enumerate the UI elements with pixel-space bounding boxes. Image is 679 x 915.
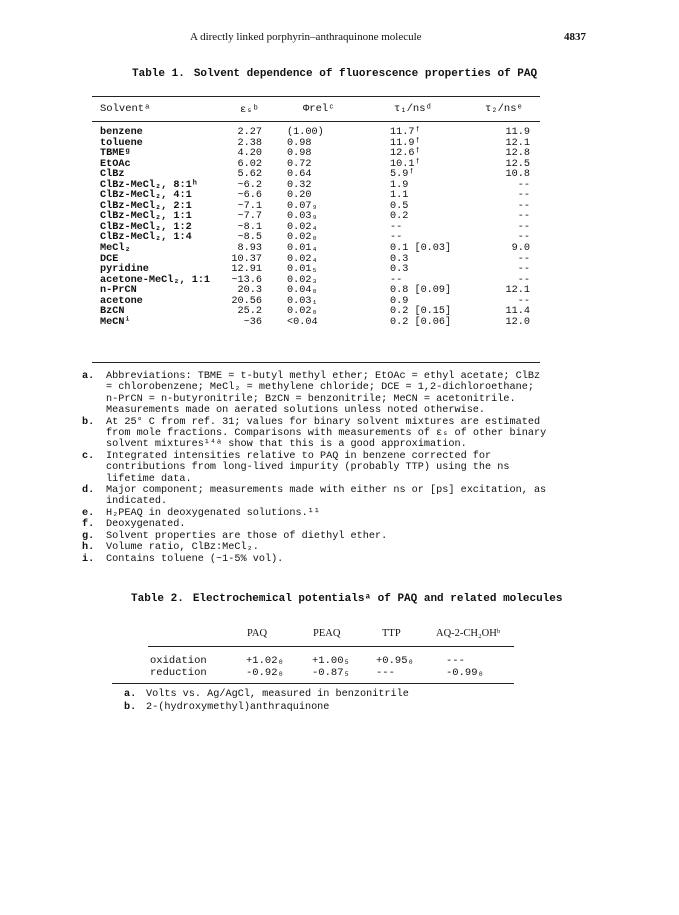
cell-solvent: BzCN [100,306,125,318]
footnote [124,689,524,702]
table2-label: Table 2. [131,593,184,605]
cell-tau2: -- [517,295,530,307]
cell-tau1: -- [390,232,403,244]
cell-solvent: ClBz-MeCl₂, 1:2 [100,221,192,233]
cell-tau2: -- [517,264,530,276]
table2-header-rule [148,646,514,647]
cell-solvent: EtOAc [100,158,131,170]
footnote-key: a. [124,689,137,700]
cell-phi: 0.32 [287,179,312,191]
footnote-key: a. [82,371,95,382]
cell-value: +1.00₅ [312,655,350,667]
cell-eps: 20.3 [237,285,262,297]
cell-eps: 10.37 [231,253,262,265]
table-row [0,244,679,255]
footnote-key: e. [82,507,95,519]
cell-tau2: 12.8 [505,148,530,160]
table1-bottom-rule [92,362,540,363]
footnote-text: Abbreviations: TBME = t-butyl methyl ether; EtOAc = ethyl acetate; ClBz = chlorobenzene; MeCl₂ = methylene chloride; DCE = 1,2-dichloroethane; n-PrCN = n-butyronitrile; BzCN = benzonitrile; MeCN = acetonitrile. Measurements made on aerated solutions unless noted otherwise. [106,371,541,417]
cell-eps: ~6.2 [237,179,262,191]
table2-header-aq: AQ-2-CH₂OHᵇ [436,628,501,639]
table-row [0,128,679,139]
cell-phi: 0.20 [287,190,312,202]
cell-tau2: 10.8 [505,169,530,181]
footnote-text: Solvent properties are those of diethyl ether. [106,530,388,542]
page-number: 4837 [564,31,586,43]
cell-value: -0.92₀ [246,667,284,679]
cell-tau2: 12.5 [505,158,530,170]
footnote-text: Deoxygenated. [106,519,186,531]
cell-tau1: 1.1 [390,190,409,202]
cell-eps: 4.20 [237,148,262,160]
cell-phi: 0.03₉ [287,211,318,223]
footnote [82,519,552,530]
table1-notes [82,371,552,565]
cell-eps: 8.93 [237,243,262,255]
cell-value: -0.87₅ [312,667,350,679]
running-head-title: A directly linked porphyrin–anthraquinone molecule [190,31,422,43]
footnote-text: At 25° C from ref. 31; values for binary solvent mixtures are estimated from mole fractions. Comparisons with measurements of εₛ of other binary solvent mixtures¹⁴ᵃ show that this is a good approximation. [106,416,547,451]
table2-bottom-rule [112,683,514,684]
cell-eps: 2.38 [237,137,262,149]
table1-body [0,128,679,328]
cell-value: +1.02₀ [246,655,284,667]
cell-phi: 0.72 [287,158,312,170]
cell-tau2: -- [517,179,530,191]
table1-label: Table 1. [132,68,185,80]
footnote [82,417,552,451]
cell-tau1: 0.5 [390,200,409,212]
table1-title: Solvent dependence of fluorescence properties of PAQ [193,68,538,80]
cell-solvent: benzene [100,127,143,138]
cell-phi: 0.04₀ [287,285,318,297]
cell-solvent: acetone-MeCl₂, 1:1 [100,274,211,286]
cell-solvent: DCE [100,253,119,265]
cell-tau1: 0.1 [0.03] [390,243,452,255]
cell-eps: ~7.7 [237,211,262,223]
table1-header-rule [92,121,540,122]
cell-solvent: ClBz-MeCl₂, 1:1 [100,211,192,223]
cell-tau2: -- [517,190,530,202]
footnote-key: f. [82,519,95,531]
cell-tau2: 9.0 [511,243,530,255]
table2-header-ttp: TTP [382,628,401,639]
cell-tau2: 11.4 [505,306,530,318]
cell-solvent: MeCl₂ [100,243,131,255]
footnote-text: Volume ratio, ClBz:MeCl₂. [106,542,259,554]
cell-eps: ~13.6 [231,274,262,286]
cell-eps: 2.27 [237,127,262,138]
cell-eps: 5.62 [237,169,262,181]
cell-phi: 0.02₄ [287,221,318,233]
cell-phi: 0.07₉ [287,200,318,212]
cell-phi: 0.03₁ [287,295,318,307]
cell-tau2: 12.0 [505,316,530,328]
cell-tau1: 11.7ᶠ [390,127,421,138]
table1-caption [132,68,537,80]
cell-tau2: -- [517,253,530,265]
cell-solvent: pyridine [100,264,149,276]
cell-phi: 0.98 [287,137,312,149]
cell-tau1: -- [390,221,403,233]
footnote-text: Integrated intensities relative to PAQ in benzene corrected for contributions from long-lived impurity (probably TTP) using the ns lifetime data. [106,450,510,485]
footnote [82,451,552,485]
cell-tau2: 12.1 [505,285,530,297]
cell-phi: 0.98 [287,148,312,160]
cell-phi: 0.02₀ [287,232,318,244]
cell-eps: 6.02 [237,158,262,170]
cell-tau1: 0.2 [0.06] [390,316,452,328]
cell-eps: 25.2 [237,306,262,318]
cell-eps: ~6.6 [237,190,262,202]
cell-tau1: 5.9ᶠ [390,169,415,181]
table1-top-rule [92,96,540,97]
cell-tau1: -- [390,274,403,286]
header-phi: Φrelᶜ [303,103,335,115]
header-solvent: Solventᵃ [100,103,151,115]
cell-tau1: 12.6ᶠ [390,148,421,160]
footnote-key: c. [82,450,95,462]
cell-eps: 20.56 [231,295,262,307]
cell-solvent: ClBz-MeCl₂, 1:4 [100,232,192,244]
cell-tau2: -- [517,274,530,286]
footnote [82,554,552,565]
footnote-text: 2-(hydroxymethyl)anthraquinone [146,701,330,713]
cell-solvent: ClBz-MeCl₂, 2:1 [100,200,192,212]
cell-solvent: ClBz-MeCl₂, 8:1ʰ [100,179,198,191]
cell-solvent: ClBz-MeCl₂, 4:1 [100,190,192,202]
footnote-text: Contains toluene (~1-5% vol). [106,553,284,565]
cell-tau2: 12.1 [505,137,530,149]
table2-header-paq: PAQ [247,628,268,639]
cell-solvent: toluene [100,137,143,149]
footnote-key: d. [82,485,95,497]
cell-eps: ~8.5 [237,232,262,244]
cell-tau2: -- [517,221,530,233]
footnote-text: Volts vs. Ag/AgCl, measured in benzonitrile [146,689,409,700]
footnote-key: h. [82,542,95,554]
footnote [82,485,552,508]
table2-title: Electrochemical potentialsᵃ of PAQ and related molecules [192,593,563,605]
footnote [82,371,552,417]
cell-phi: <0.04 [287,316,318,328]
cell-tau1: 0.2 [0.15] [390,306,452,318]
cell-tau2: -- [517,200,530,212]
cell-phi: 0.64 [287,169,312,181]
cell-value: -0.99₀ [446,667,484,679]
table2-notes [124,689,524,714]
cell-tau1: 11.9ᶠ [390,137,421,149]
cell-tau2: 11.9 [505,127,530,138]
footnote [82,542,552,553]
cell-eps: ~36 [243,316,262,328]
cell-tau1: 0.3 [390,253,409,265]
table-row [0,318,679,329]
footnote [82,508,552,519]
footnote-key: g. [82,530,95,542]
footnote-key: i. [82,553,95,565]
cell-eps: ~8.1 [237,221,262,233]
row-label: reduction [150,667,207,679]
cell-tau1: 10.1ᶠ [390,158,421,170]
running-head [0,31,679,47]
cell-tau1: 1.9 [390,179,409,191]
cell-tau2: -- [517,232,530,244]
table1-header [0,103,679,119]
cell-phi: 0.01₅ [287,264,318,276]
cell-value: --- [376,667,395,679]
footnote [82,531,552,542]
cell-phi: (1.00) [287,127,324,138]
footnote-text: H₂PEAQ in deoxygenated solutions.¹¹ [106,507,320,519]
cell-solvent: n-PrCN [100,285,137,297]
cell-phi: 0.02₃ [287,274,318,286]
cell-tau1: 0.2 [390,211,409,223]
cell-phi: 0.01₄ [287,243,318,255]
cell-solvent: MeCNⁱ [100,316,131,328]
header-tau2: τ₂/nsᵉ [485,103,523,115]
cell-phi: 0.02₀ [287,306,318,318]
cell-solvent: acetone [100,295,143,307]
row-label: oxidation [150,655,207,667]
footnote-key: b. [82,416,95,428]
cell-value: +0.95₀ [376,655,414,667]
footnote-key: b. [124,701,137,713]
cell-tau1: 0.3 [390,264,409,276]
table2-header-peaq: PEAQ [313,628,341,639]
cell-solvent: ClBz [100,169,125,181]
cell-eps: 12.91 [231,264,262,276]
cell-tau2: -- [517,211,530,223]
header-eps: εₛᵇ [240,104,259,116]
cell-eps: ~7.1 [237,200,262,212]
cell-tau1: 0.8 [0.09] [390,285,452,297]
cell-phi: 0.02₄ [287,253,318,265]
footnote-text: Major component; measurements made with either ns or [ps] excitation, as indicated. [106,485,547,508]
cell-tau1: 0.9 [390,295,409,307]
footnote [124,702,524,715]
cell-solvent: TBMEᵍ [100,148,131,160]
header-tau1: τ₁/nsᵈ [394,103,432,115]
table2-caption [131,593,562,605]
cell-value: --- [446,655,465,667]
